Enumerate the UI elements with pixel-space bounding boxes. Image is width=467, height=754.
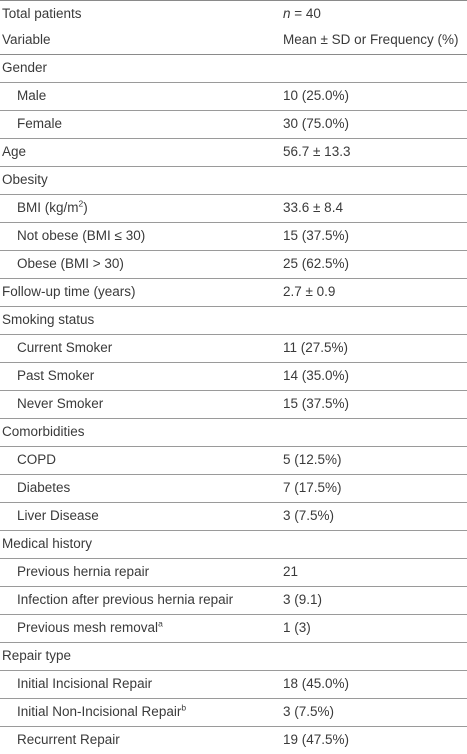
total-patients-value: [283, 0, 321, 28]
row-value: 5 (12.5%): [283, 452, 342, 467]
table-row: [0, 726, 467, 754]
row-label-text: Comorbidities: [2, 424, 85, 439]
row-label: [17, 474, 70, 502]
footnote-marker: 2: [78, 198, 84, 209]
row-label: [17, 670, 152, 698]
section-row: [0, 306, 467, 334]
row-value: 18 (45.0%): [283, 676, 350, 691]
table-row: [0, 670, 467, 698]
table-row: [0, 334, 467, 362]
table-row: [0, 362, 467, 390]
row-label: [17, 334, 112, 362]
table-row: [0, 390, 467, 418]
section-row: [0, 530, 467, 558]
row-label: [17, 82, 46, 110]
section-row: [0, 418, 467, 446]
row-label-text: Obese (BMI > 30): [17, 256, 124, 271]
row-value: 2.7 ± 0.9: [283, 284, 336, 299]
variable-column-header: Variable: [2, 32, 51, 47]
table-row: [0, 558, 467, 586]
row-label-text: Initial Non-Incisional Repair: [17, 704, 182, 719]
table-row: [0, 614, 467, 642]
row-label: [2, 278, 136, 306]
table-row: [0, 474, 467, 502]
row-label-text: Female: [17, 116, 63, 131]
row-label-text: Follow-up time (years): [2, 284, 136, 299]
row-label-text: Medical history: [2, 536, 93, 551]
table-row: [0, 194, 467, 222]
row-label-text: Past Smoker: [17, 368, 95, 383]
row-value: 30 (75.0%): [283, 116, 350, 131]
row-value: 11 (27.5%): [283, 340, 349, 355]
row-label: [2, 138, 26, 166]
row-label-text: Recurrent Repair: [17, 732, 120, 747]
row-label-text: Liver Disease: [17, 508, 99, 523]
row-label: [17, 614, 163, 642]
row-label-text: Previous mesh removal: [17, 620, 159, 635]
row-label-text: COPD: [17, 452, 57, 467]
row-label-suffix: ): [83, 200, 88, 215]
row-label: [17, 110, 62, 138]
footnote-marker: a: [158, 618, 163, 629]
section-row: [0, 138, 467, 166]
section-row: [0, 54, 467, 82]
section-row: [0, 166, 467, 194]
row-label: [17, 362, 94, 390]
row-label-text: Age: [2, 144, 27, 159]
total-count: = 40: [290, 6, 321, 21]
row-label: [2, 306, 94, 334]
row-label-text: Previous hernia repair: [17, 564, 150, 579]
row-label-text: Not obese (BMI ≤ 30): [17, 228, 146, 243]
n-symbol: n: [283, 6, 291, 21]
section-row: [0, 278, 467, 306]
row-value: 7 (17.5%): [283, 480, 342, 495]
row-label: [17, 586, 233, 614]
row-label-text: Infection after previous hernia repair: [17, 592, 234, 607]
row-value: 25 (62.5%): [283, 256, 350, 271]
row-label: [17, 502, 99, 530]
table-row: [0, 698, 467, 726]
row-label: [17, 698, 186, 726]
row-label: [17, 390, 103, 418]
row-label: [17, 222, 145, 250]
footnote-marker: b: [181, 702, 187, 713]
row-value: 3 (7.5%): [283, 704, 335, 719]
row-value: 19 (47.5%): [283, 732, 350, 747]
row-label-text: Repair type: [2, 648, 72, 663]
value-column-header: Mean ± SD or Frequency (%): [283, 32, 459, 47]
row-value: 15 (37.5%): [283, 396, 350, 411]
row-label-text: Smoking status: [2, 312, 95, 327]
row-label: [17, 446, 56, 474]
table-row: [0, 446, 467, 474]
row-label-text: Current Smoker: [17, 340, 113, 355]
row-label: [2, 166, 48, 194]
row-label-text: Never Smoker: [17, 396, 104, 411]
row-label: [2, 642, 71, 670]
table-row: [0, 586, 467, 614]
total-patients-label: Total patients: [2, 6, 82, 21]
total-patients-row: [0, 0, 467, 28]
table-row: [0, 110, 467, 138]
row-value: 1 (3): [283, 620, 311, 635]
row-value: 56.7 ± 13.3: [283, 144, 351, 159]
row-label: [2, 54, 47, 82]
row-label-text: Male: [17, 88, 47, 103]
column-header-row: [0, 26, 467, 54]
row-value: 21: [283, 564, 299, 579]
row-value: 10 (25.0%): [283, 88, 350, 103]
row-value: 33.6 ± 8.4: [283, 200, 343, 215]
row-label: [2, 530, 92, 558]
row-value: 14 (35.0%): [283, 368, 350, 383]
table-row: [0, 250, 467, 278]
table-row: [0, 222, 467, 250]
row-label: [17, 250, 124, 278]
row-label-text: Diabetes: [17, 480, 71, 495]
row-value: 15 (37.5%): [283, 228, 350, 243]
table-row: [0, 502, 467, 530]
row-value: 3 (9.1): [283, 592, 323, 607]
row-value: 3 (7.5%): [283, 508, 335, 523]
row-label-text: Obesity: [2, 172, 48, 187]
row-label: [17, 558, 149, 586]
table-row: [0, 82, 467, 110]
row-label-text: Initial Incisional Repair: [17, 676, 153, 691]
row-label-text: BMI (kg/m: [17, 200, 79, 215]
row-label: [17, 194, 88, 222]
row-label-text: Gender: [2, 60, 48, 75]
section-row: [0, 642, 467, 670]
row-label: [17, 726, 120, 754]
row-label: [2, 418, 85, 446]
